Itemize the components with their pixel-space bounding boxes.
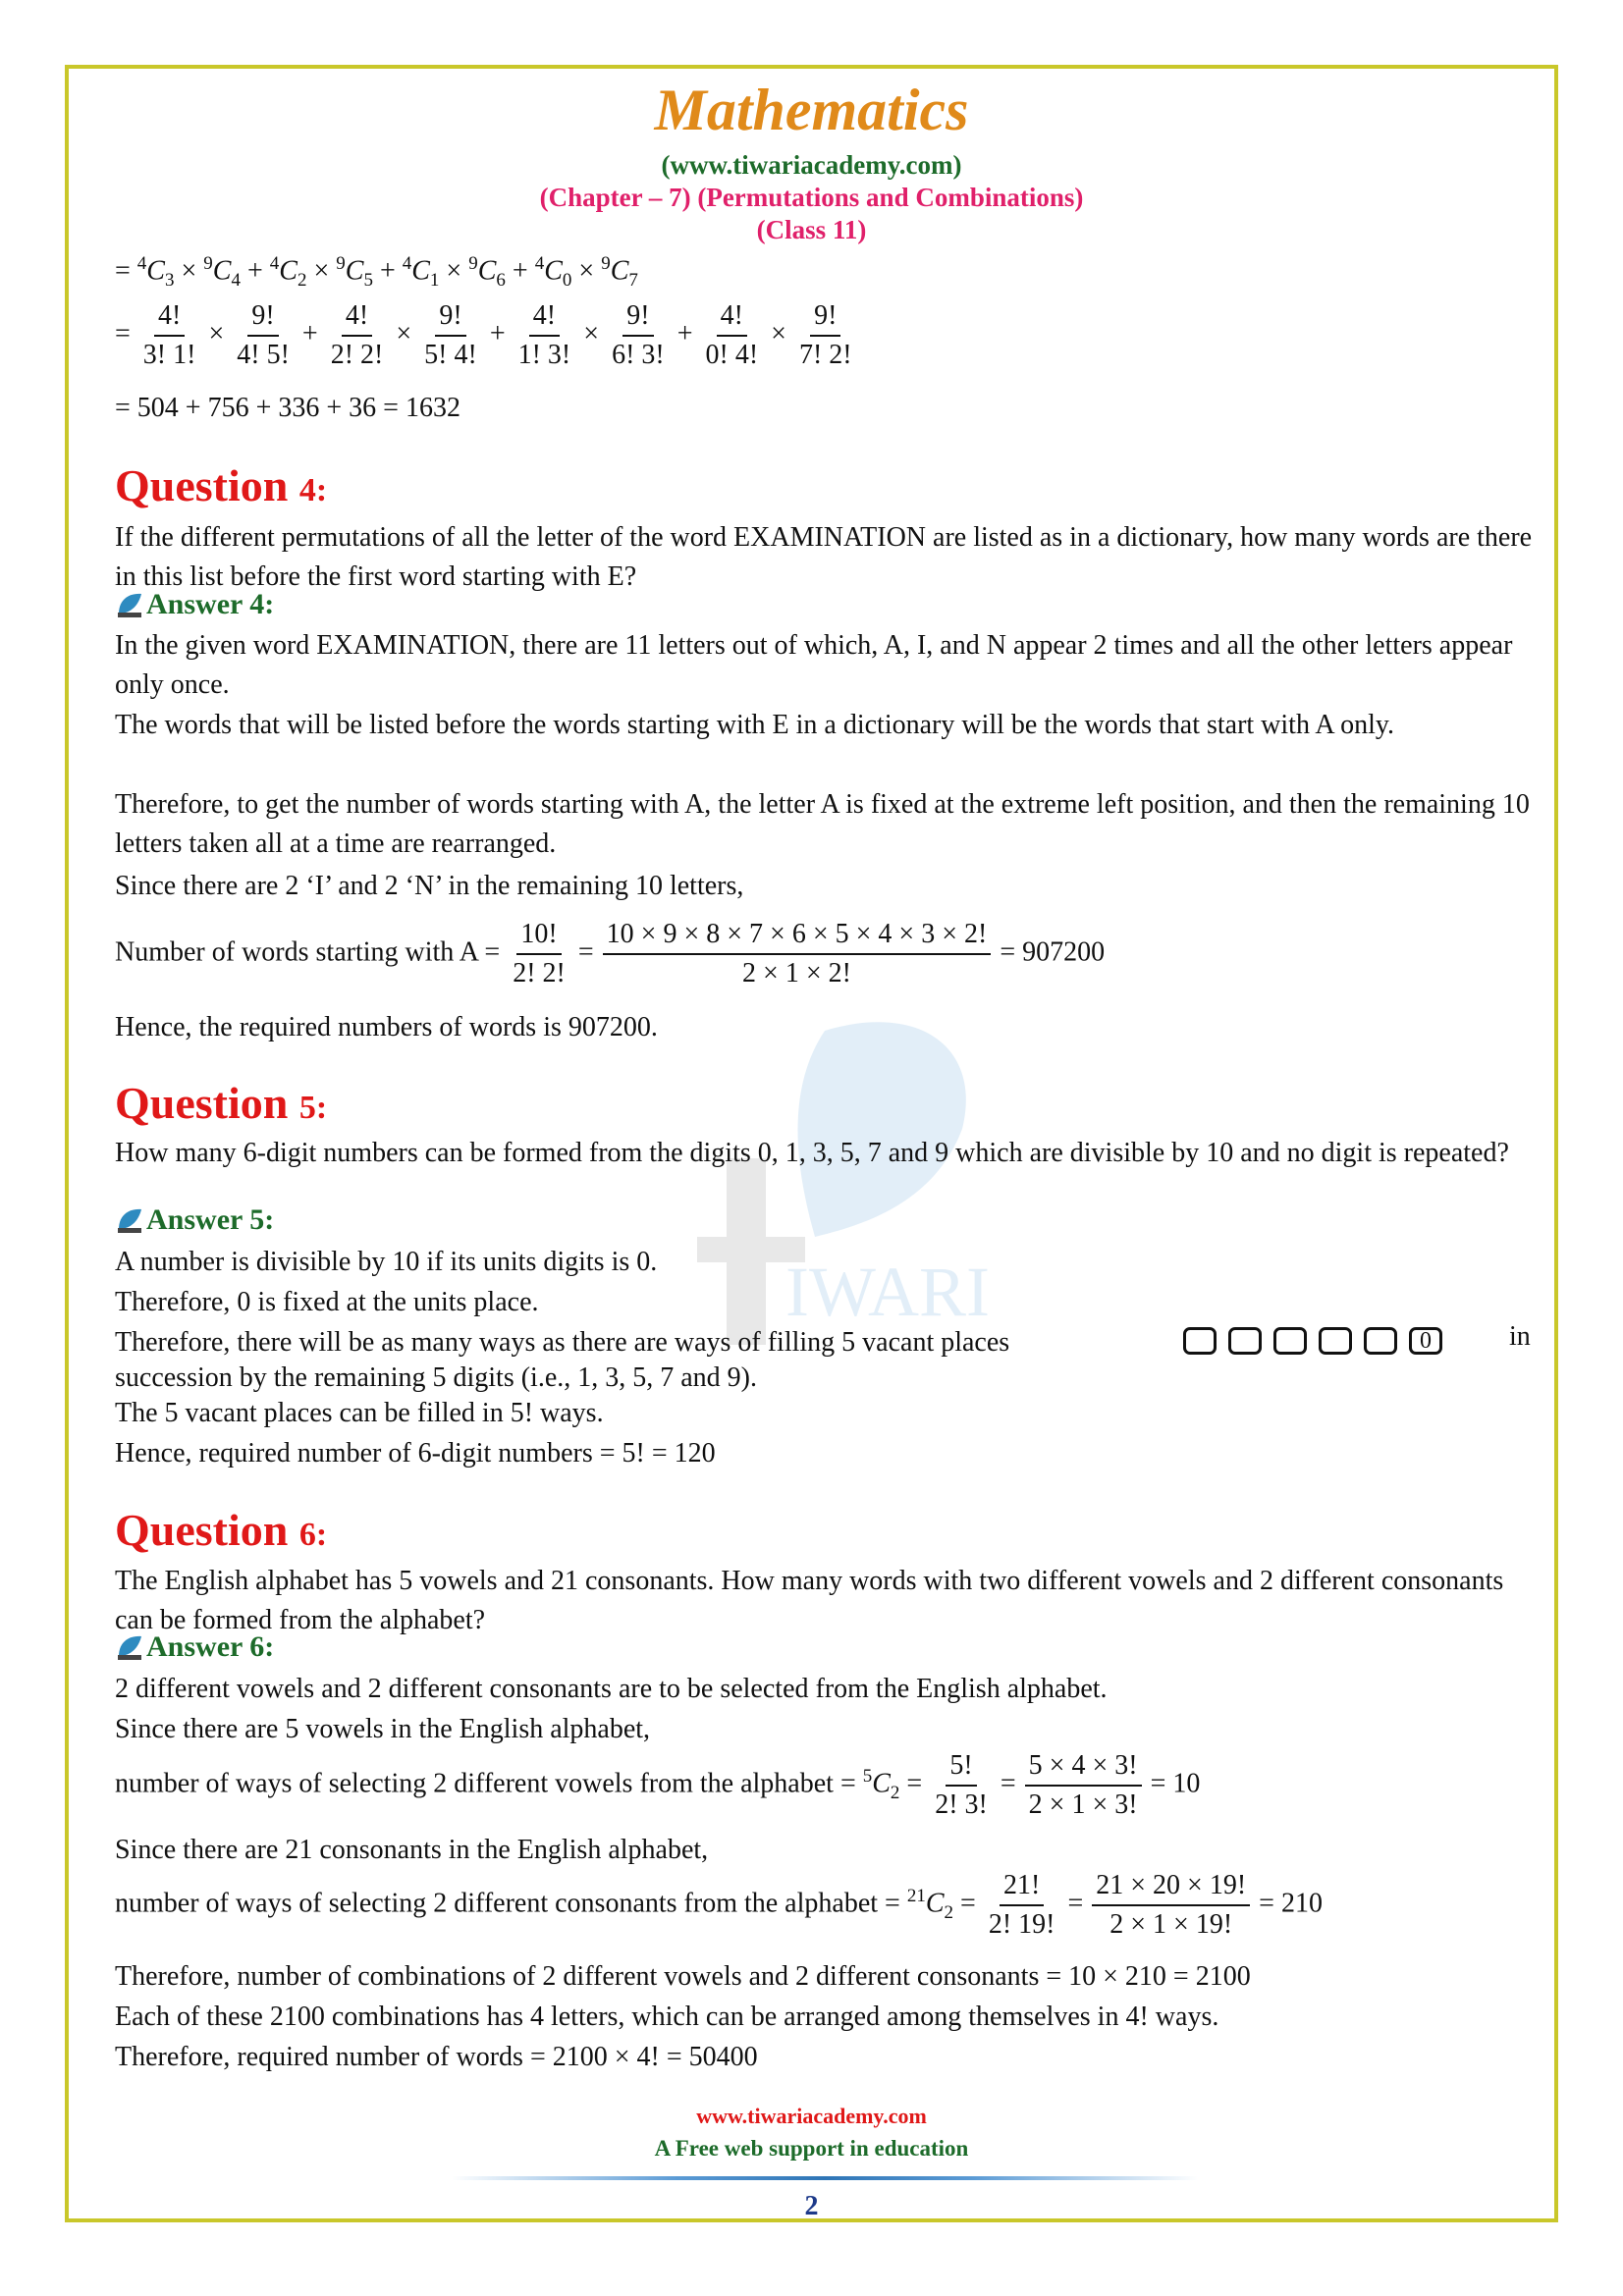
answer-4-heading: Answer 4: — [115, 588, 274, 621]
answer-6-para-5: Each of these 2100 combinations has 4 letters, which can be arranged among themselves in 4! ways. — [115, 2002, 1219, 2032]
question-4-heading: Question 4: — [115, 460, 328, 510]
answer-6-formula-vowels: number of ways of selecting 2 different vowels from the alphabet = $^5C_2$ = $\frac{5!}{2! 3!}$ = $\frac{5 \times 4 \times 3!}{2 \times 1 \times 3!}$ = 10 — [115, 1750, 1201, 1820]
vacant-place-box — [1228, 1327, 1262, 1355]
question-6-heading: Question 6: — [115, 1505, 328, 1555]
svg-text:IWARI: IWARI — [785, 1253, 990, 1331]
header-website: (www.tiwariacademy.com) — [661, 150, 962, 180]
vacant-place-box — [1183, 1327, 1217, 1355]
answer-6-para-6: Therefore, required number of words = 2100 × 4! = 50400 — [115, 2042, 758, 2072]
question-5-text: How many 6-digit numbers can be formed from the digits 0, 1, 3, 5, 7 and 9 which are divisible by 10 and no digit is repeated? — [115, 1138, 1509, 1168]
answer-6-para-2: Since there are 5 vowels in the English alphabet, — [115, 1714, 651, 1744]
class-label: (Class 11) — [756, 215, 867, 244]
answer-5-para-1: A number is divisible by 10 if its units digits is 0. — [115, 1247, 658, 1277]
question-4-text: If the different permutations of all the letter of the word EXAMINATION are listed as in a dictionary, how many words are there in this list before the first word starting with E? — [115, 522, 1533, 592]
equation-factorial-expansion: = $\frac{4!}{3! 1!}$ × $\frac{9!}{4! 5!}$ + $\frac{4!}{2! 2!}$ × $\frac{9!}{5! 4!}$ + $\frac{4!}{1! 3!}$ × $\frac{9!}{6! 3!}$ + $\frac{4!}{0! 4!}$ × $\frac{9!}{7! 2!}$ — [115, 300, 852, 370]
answer-6-heading: Answer 6: — [115, 1630, 274, 1664]
equation-combination-sum: = $^4C_3 \times ^9C_4 + ^4C_2 \times ^9C_5 + ^4C_1 \times ^9C_6 + ^4C_0 \times ^9C_7$ — [115, 253, 638, 291]
page-title: Mathematics — [654, 78, 969, 142]
vacant-place-box — [1319, 1327, 1352, 1355]
question-5-heading: Question 5: — [115, 1078, 328, 1128]
vacant-place-box — [1273, 1327, 1307, 1355]
answer-6-para-1: 2 different vowels and 2 different consonants are to be selected from the English alphabet. — [115, 1674, 1108, 1704]
answer-6-para-4: Therefore, number of combinations of 2 different vowels and 2 different consonants = 10 × 210 = 2100 — [115, 1961, 1251, 1992]
answer-5-heading: Answer 5: — [115, 1203, 274, 1237]
answer-5-in-word: in — [1509, 1321, 1531, 1352]
answer-6-formula-consonants: number of ways of selecting 2 different consonants from the alphabet = $^{21}C_2$ = $\frac{21!}{2! 19!}$ = $\frac{21 \times 20 \times 19!}{2 \times 1 \times 19!}$ = 210 — [115, 1870, 1323, 1940]
answer-4-formula: Number of words starting with A = $\frac{10!}{2! 2!}$ = $\frac{10 \times 9 \times 8 \times 7 \times 6 \times 5 \times 4 \times 3 \times 2!}{2 \times 1 \times 2!}$ = 907200 — [115, 919, 1106, 988]
chapter-label: (Chapter – 7) (Permutations and Combinations) — [539, 183, 1084, 212]
answer-4-para-2: The words that will be listed before the words starting with E in a dictionary will be the words that start with A only. — [115, 710, 1395, 740]
vacant-places-boxes — [1183, 1327, 1442, 1355]
page-number: 2 — [804, 2191, 819, 2221]
answer-4-para-1: In the given word EXAMINATION, there are 11 letters out of which, A, I, and N appear 2 times and all the other letters appear only once. — [115, 630, 1513, 700]
answer-leaf-icon — [115, 590, 144, 619]
footer-website: www.tiwariacademy.com — [696, 2104, 927, 2128]
question-6-text: The English alphabet has 5 vowels and 21 consonants. How many words with two different vowels and 2 different consonants can be formed from the alphabet? — [115, 1566, 1504, 1635]
answer-5-para-3b: succession by the remaining 5 digits (i.e., 1, 3, 5, 7 and 9). — [115, 1362, 757, 1393]
answer-4-conclusion: Hence, the required numbers of words is 907200. — [115, 1012, 658, 1042]
answer-6-para-3: Since there are 21 consonants in the English alphabet, — [115, 1835, 709, 1865]
footer-divider — [452, 2176, 1198, 2180]
answer-5-para-2: Therefore, 0 is fixed at the units place. — [115, 1287, 539, 1317]
answer-5-para-3: Therefore, there will be as many ways as there are ways of filling 5 vacant places — [115, 1327, 1010, 1358]
answer-4-para-4: Since there are 2 ‘I’ and 2 ‘N’ in the remaining 10 letters, — [115, 871, 744, 901]
footer-tagline: A Free web support in education — [654, 2136, 969, 2161]
units-place-box: 0 — [1409, 1327, 1442, 1355]
answer-5-para-4: The 5 vacant places can be filled in 5! ways. — [115, 1398, 604, 1428]
answer-leaf-icon — [115, 1632, 144, 1662]
equation-result: = 504 + 756 + 336 + 36 = 1632 — [115, 393, 460, 423]
vacant-place-box — [1364, 1327, 1397, 1355]
answer-5-para-5: Hence, required number of 6-digit numbers = 5! = 120 — [115, 1438, 716, 1468]
answer-4-para-3: Therefore, to get the number of words starting with A, the letter A is fixed at the extreme left position, and then the remaining 10 letters taken all at a time are rearranged. — [115, 789, 1530, 859]
answer-leaf-icon — [115, 1205, 144, 1235]
